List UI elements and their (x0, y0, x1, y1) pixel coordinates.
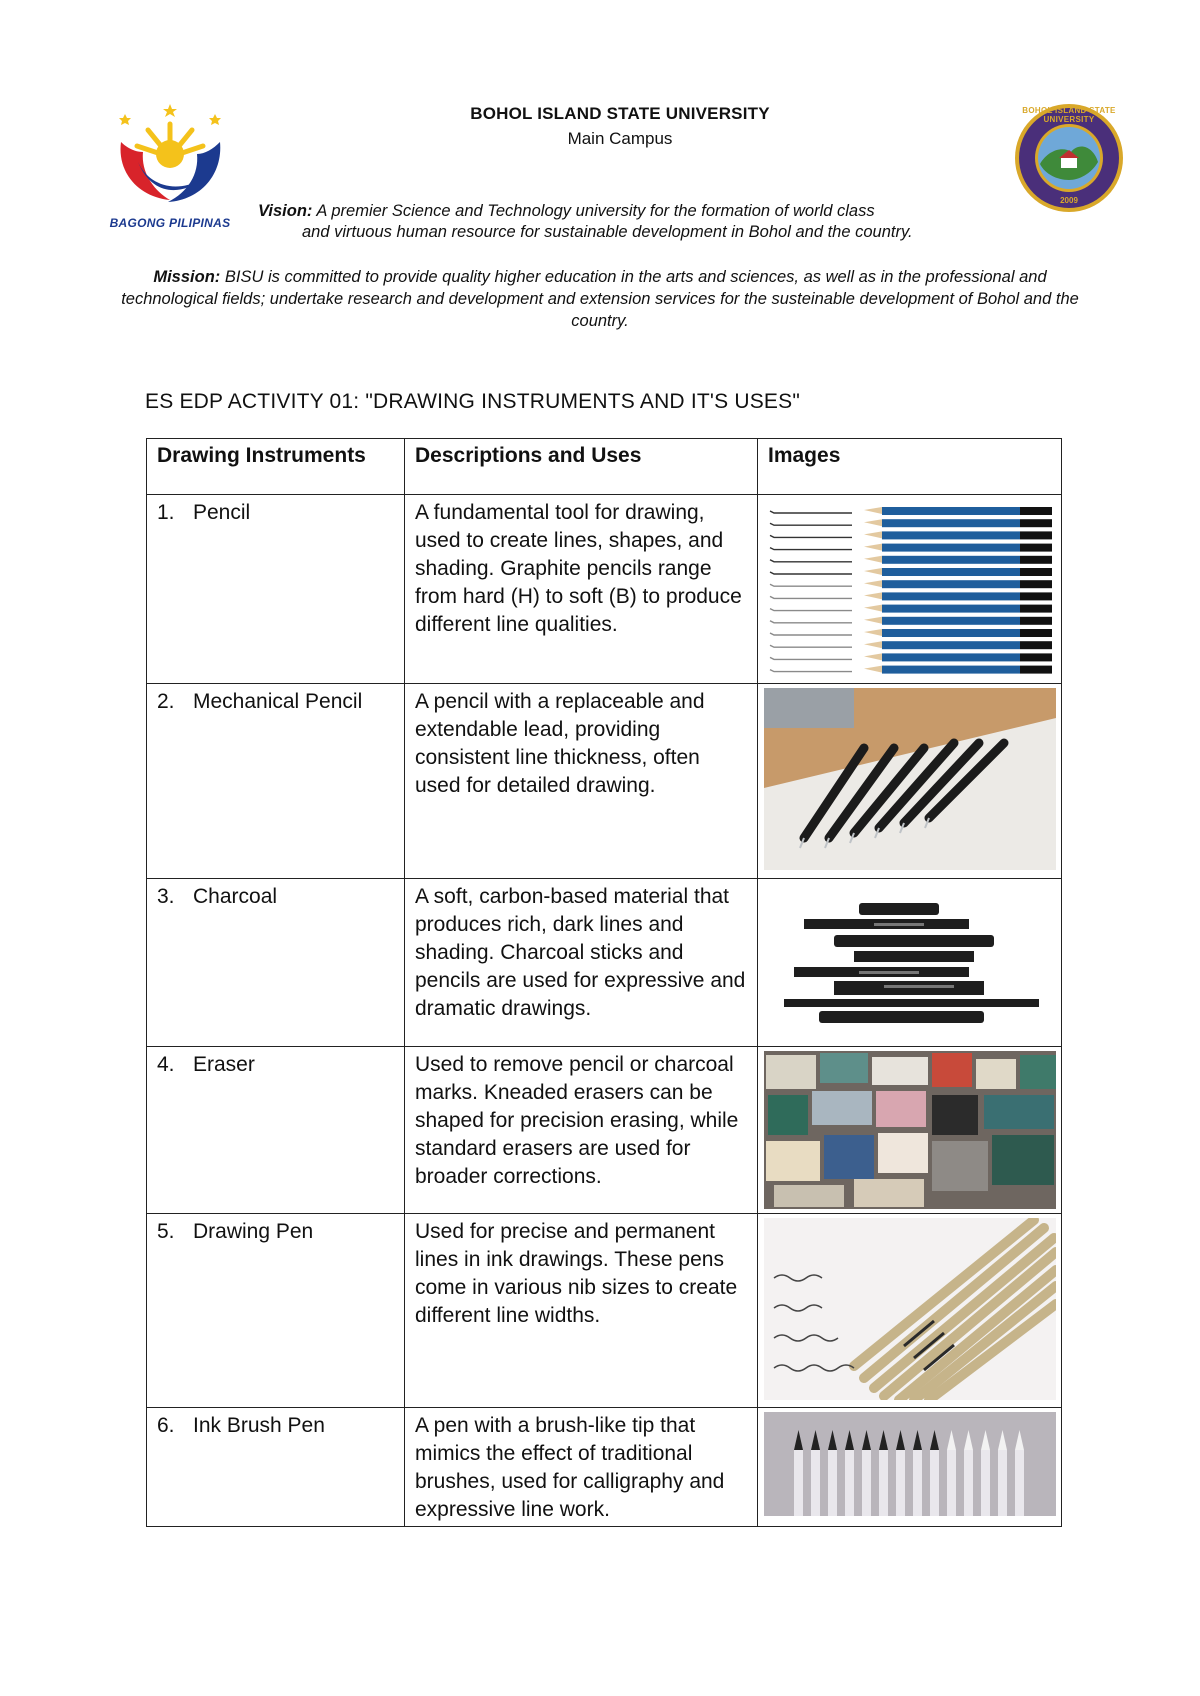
table-row (147, 495, 1062, 684)
pencil-cap (1020, 568, 1052, 576)
description-text: A soft, carbon-based material that produces rich, dark lines and shading. Charcoal sticks and pencils are used for expressive and dramatic drawings. (415, 885, 746, 1020)
campus-name: Main Campus (567, 129, 673, 148)
mission-label: Mission: (153, 268, 221, 286)
image-cell (758, 1047, 1062, 1214)
header-instruments: Drawing Instruments (147, 439, 405, 495)
description-text: Used for precise and permanent lines in ink drawings. These pens come in various nib sizes to create different line widths. (415, 1220, 738, 1327)
header-descriptions: Descriptions and Uses (405, 439, 758, 495)
description-text: A pen with a brush-like tip that mimics the effect of traditional brushes, used for calligraphy and expressive line work. (415, 1414, 725, 1521)
row-number: 5. (157, 1220, 175, 1243)
instruments-table (146, 438, 1062, 1527)
instrument-name: Charcoal (193, 885, 278, 908)
row-number: 6. (157, 1414, 175, 1437)
pencil-cap (1020, 617, 1052, 625)
bagong-pilipinas-logo (95, 102, 245, 237)
image-cell (758, 684, 1062, 879)
vision-line-1: A premier Science and Technology university for the formation of world class (316, 202, 875, 220)
row-number: 2. (157, 690, 175, 713)
table-row (147, 1047, 1062, 1214)
instrument-cell (147, 684, 405, 879)
description-cell (405, 1214, 758, 1408)
mechanical-pencils-image (764, 688, 1056, 870)
instrument-name: Pencil (193, 501, 251, 524)
charcoal-image (764, 883, 1056, 1041)
seal-year: 2009 (1060, 196, 1078, 205)
pencil-cap (1020, 580, 1052, 588)
bagong-pilipinas-text: BAGONG PILIPINAS (109, 216, 231, 230)
brush-pens-image (764, 1412, 1056, 1516)
pencil-cap (1020, 653, 1052, 661)
vision-label: Vision: (258, 202, 313, 220)
pencil-cap (1020, 666, 1052, 674)
brush-pen-barrel (879, 1450, 888, 1516)
image-cell (758, 1408, 1062, 1527)
brush-pen-barrel (947, 1450, 956, 1516)
table-row (147, 1214, 1062, 1408)
row-number: 4. (157, 1053, 175, 1076)
pencil-body (882, 617, 1020, 625)
pencil-cap (1020, 531, 1052, 539)
pencil-body (882, 568, 1020, 576)
pencil-body (882, 653, 1020, 661)
pencil-body (882, 605, 1020, 613)
brush-pen-barrel (1015, 1450, 1024, 1516)
vision-line-2: and virtuous human resource for sustainable development in Bohol and the country. (302, 223, 913, 241)
pencil-cap (1020, 592, 1052, 600)
row-number: 1. (157, 501, 175, 524)
pencil-cap (1020, 544, 1052, 552)
brush-pen-barrel (862, 1450, 871, 1516)
pencil-body (882, 556, 1020, 564)
activity-title: ES EDP ACTIVITY 01: "DRAWING INSTRUMENTS AND IT'S USES" (145, 390, 800, 413)
description-cell (405, 684, 758, 879)
table-row (147, 879, 1062, 1047)
pencil-body (882, 641, 1020, 649)
pencil-cap (1020, 556, 1052, 564)
university-name: BOHOL ISLAND STATE UNIVERSITY (470, 104, 770, 123)
pencil-body (882, 580, 1020, 588)
pencil-cap (1020, 641, 1052, 649)
table-row (147, 1408, 1062, 1527)
brush-pen-barrel (794, 1450, 803, 1516)
drawing-pens-image (764, 1218, 1056, 1400)
instrument-name: Eraser (193, 1053, 255, 1076)
image-cell (758, 879, 1062, 1047)
instrument-cell (147, 1408, 405, 1527)
brush-pen-barrel (964, 1450, 973, 1516)
description-text: A pencil with a replaceable and extendable lead, providing consistent line thickness, often used for detailed drawing. (415, 690, 705, 797)
pencil-body (882, 666, 1020, 674)
header-images: Images (758, 439, 1062, 495)
brush-pen-barrel (845, 1450, 854, 1516)
seal-text: BOHOL ISLAND STATE UNIVERSITY (1022, 106, 1116, 124)
pencil-body (882, 629, 1020, 637)
brush-pen-barrel (913, 1450, 922, 1516)
mission-statement (118, 266, 1082, 332)
description-cell (405, 495, 758, 684)
pencil-body (882, 531, 1020, 539)
pencils-image (764, 499, 1056, 679)
instrument-cell (147, 495, 405, 684)
description-cell (405, 1047, 758, 1214)
table-row (147, 684, 1062, 879)
table-header-row (147, 439, 1062, 495)
instrument-cell (147, 1047, 405, 1214)
brush-pen-barrel (981, 1450, 990, 1516)
brush-pen-barrel (930, 1450, 939, 1516)
description-cell (405, 1408, 758, 1527)
image-cell (758, 495, 1062, 684)
brush-pen-barrel (811, 1450, 820, 1516)
pencil-body (882, 507, 1020, 515)
brush-pen-barrel (896, 1450, 905, 1516)
vision-statement (258, 201, 1078, 243)
pencil-cap (1020, 519, 1052, 527)
mission-text: BISU is committed to provide quality higher education in the arts and sciences, as well as in the professional and technological fields; undertake research and development and extension services for the susteinable development of Bohol and the country. (121, 268, 1079, 330)
pencil-body (882, 592, 1020, 600)
instrument-cell (147, 879, 405, 1047)
description-cell (405, 879, 758, 1047)
description-text: A fundamental tool for drawing, used to create lines, shapes, and shading. Graphite pencils range from hard (H) to soft (B) to produce different line qualities. (415, 501, 742, 636)
row-number: 3. (157, 885, 175, 908)
bisu-seal-logo (1013, 102, 1125, 214)
instrument-name: Drawing Pen (193, 1220, 314, 1243)
instrument-cell (147, 1214, 405, 1408)
instrument-name: Mechanical Pencil (193, 690, 363, 713)
description-text: Used to remove pencil or charcoal marks. Kneaded erasers can be shaped for precision erasing, while standard erasers are used for broader corrections. (415, 1053, 739, 1188)
bagong-pilipinas-emblem (113, 102, 228, 212)
pencil-cap (1020, 507, 1052, 515)
pencil-body (882, 519, 1020, 527)
pencil-body (882, 544, 1020, 552)
brush-pen-barrel (828, 1450, 837, 1516)
erasers-image (764, 1051, 1056, 1209)
brush-pen-barrel (998, 1450, 1007, 1516)
image-cell (758, 1214, 1062, 1408)
pencil-cap (1020, 629, 1052, 637)
pencil-cap (1020, 605, 1052, 613)
instrument-name: Ink Brush Pen (193, 1414, 325, 1437)
